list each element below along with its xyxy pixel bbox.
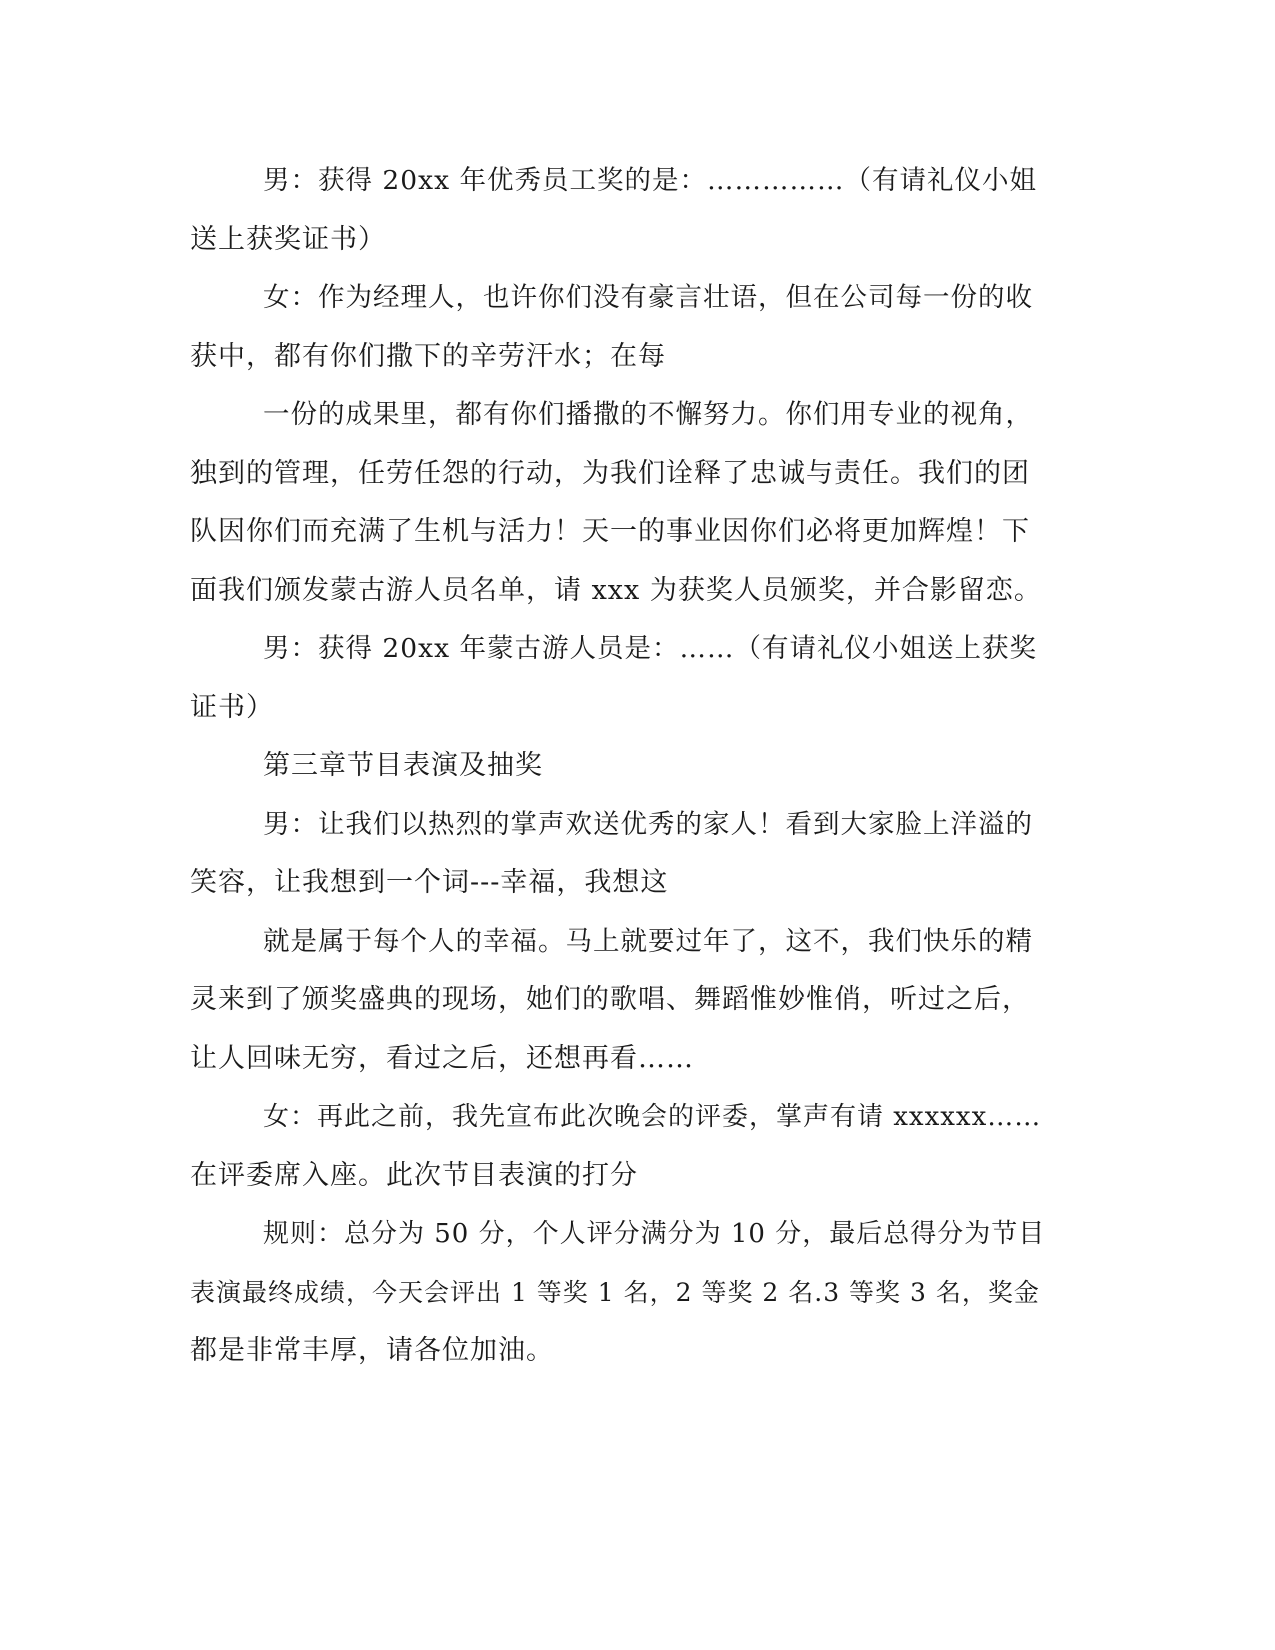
text-line: 证书）	[190, 692, 274, 723]
section-heading: 第三章节目表演及抽奖	[263, 750, 543, 781]
text-line: 都是非常丰厚，请各位加油。	[190, 1335, 554, 1366]
text-line: 一份的成果里，都有你们播撒的不懈努力。你们用专业的视角，	[263, 399, 1033, 430]
text-line: 笑容，让我想到一个词---幸福，我想这	[190, 867, 669, 898]
text-line: 女：作为经理人，也许你们没有豪言壮语，但在公司每一份的收	[263, 282, 1033, 313]
text-line: 女：再此之前，我先宣布此次晚会的评委，掌声有请 xxxxxx……	[263, 1102, 1042, 1132]
text-line: 规则：总分为 50 分，个人评分满分为 10 分，最后总得分为节目	[263, 1219, 1046, 1249]
text-line: 男：获得 20xx 年蒙古游人员是：……（有请礼仪小姐送上获奖	[263, 633, 1037, 664]
text-line: 获中，都有你们撒下的辛劳汗水；在每	[190, 341, 666, 372]
text-line: 队因你们而充满了生机与活力！天一的事业因你们必将更加辉煌！下	[190, 516, 1030, 547]
text-line: 男：获得 20xx 年优秀员工奖的是：……………（有请礼仪小姐	[263, 165, 1037, 196]
text-line: 在评委席入座。此次节目表演的打分	[190, 1160, 638, 1191]
text-line: 就是属于每个人的幸福。马上就要过年了，这不，我们快乐的精	[263, 926, 1033, 957]
text-line: 表演最终成绩，今天会评出 1 等奖 1 名，2 等奖 2 名.3 等奖 3 名，奖金	[190, 1278, 1040, 1307]
text-line: 送上获奖证书）	[190, 224, 386, 255]
text-line: 面我们颁发蒙古游人员名单，请 xxx 为获奖人员颁奖，并合影留恋。	[190, 575, 1042, 606]
text-line: 让人回味无穷，看过之后，还想再看……	[190, 1043, 694, 1074]
text-line: 灵来到了颁奖盛典的现场，她们的歌唱、舞蹈惟妙惟俏，听过之后，	[190, 984, 1030, 1015]
text-line: 男：让我们以热烈的掌声欢送优秀的家人！看到大家脸上洋溢的	[263, 809, 1033, 840]
text-line: 独到的管理，任劳任怨的行动，为我们诠释了忠诚与责任。我们的团	[190, 458, 1030, 489]
